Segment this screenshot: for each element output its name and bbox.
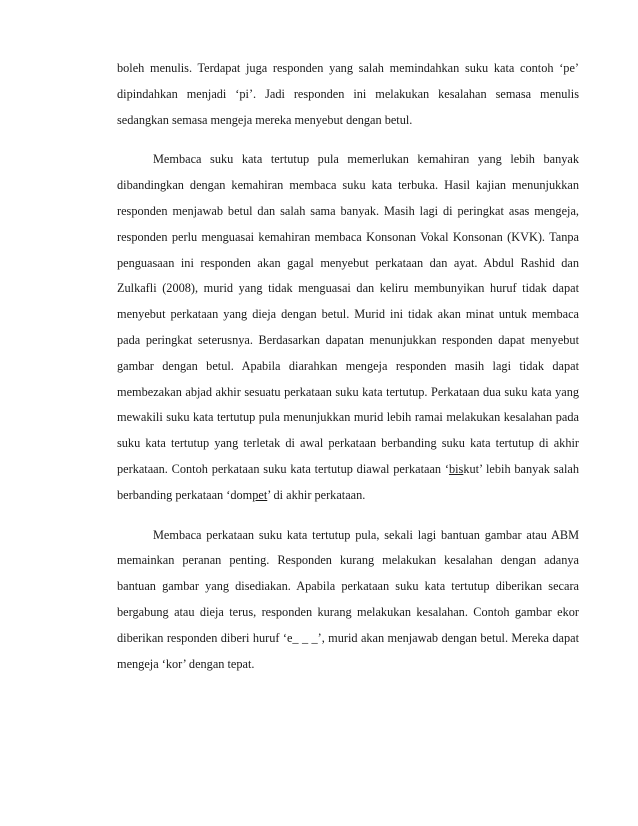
paragraph-3: Membaca perkataan suku kata tertutup pula, sekali lagi bantuan gambar atau ABM memainkan peranan penting. Responden kurang melakukan kesalahan dengan adanya bantuan gambar yang disediakan. Apabila perkataan suku kata tertutup diberikan secara bergabung atau dieja terus, responden kurang melakukan kesalahan. Contoh gambar ekor diberikan responden diberi huruf ‘e_ _ _’, murid akan menjawab dengan betul. Mereka dapat mengeja ‘kor’ dengan tepat. — [117, 527, 579, 671]
underlined-word-pet: pet — [252, 487, 268, 502]
paragraph-1: boleh menulis. Terdapat juga responden yang salah memindahkan suku kata contoh ‘pe’ dipindahkan menjadi ‘pi’. Jadi responden ini melakukan kesalahan semasa menulis sedangkan semasa mengeja mereka menyebut dengan betul. — [117, 61, 579, 127]
paragraph-2-text-cont: kut’ lebih banyak salah berbanding perkataan ‘dom — [117, 461, 579, 502]
paragraph-2-text: Membaca suku kata tertutup pula memerlukan kemahiran yang lebih banyak dibandingkan dengan kemahiran membaca suku kata terbuka. Hasil kajian menunjukkan responden menjawab betul dan salah sama banyak. Masih lagi di peringkat asas mengeja, responden perlu menguasai kemahiran membaca Konsonan Vokal Konsonan (KVK). Tanpa penguasaan ini responden akan gagal menyebut perkataan dan ayat. Abdul Rashid dan Zulkafli (2008), murid yang tidak menguasai dan keliru membunyikan huruf tidak dapat menyebut perkataan yang dieja dengan betul. Murid ini tidak akan minat untuk membaca pada peringkat seterusnya. Berdasarkan dapatan menunjukkan responden dapat menyebut gambar dengan betul. Apabila diarahkan mengeja responden masih lagi tidak dapat membezakan abjad akhir sesuatu perkataan suku kata tertutup. Perkataan dua suku kata yang mewakili suku kata tertutup pula menunjukkan murid lebih ramai melakukan kesalahan pada suku kata tertutup yang terletak di awal perkataan berbanding suku kata tertutup di akhir perkataan. Contoh perkataan suku kata tertutup diawal perkataan ‘ — [117, 152, 579, 476]
document-page — [117, 56, 579, 691]
paragraph-2-text-end: ’ di akhir perkataan. — [267, 487, 366, 502]
underlined-word-bis: bis — [448, 461, 464, 476]
paragraph-2 — [117, 147, 579, 508]
